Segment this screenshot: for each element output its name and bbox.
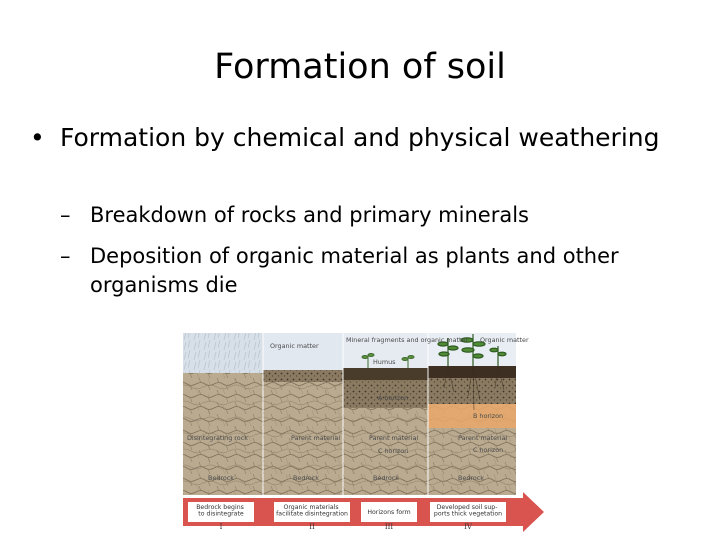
label-bedrock-3: Bedrock bbox=[373, 474, 399, 482]
stage-numeral-2: II bbox=[309, 523, 315, 531]
stage-text-2: Organic materials facilitate disintegration bbox=[276, 504, 348, 518]
slide-title: Formation of soil bbox=[214, 47, 506, 87]
label-parent-material-2: Parent material bbox=[291, 434, 341, 442]
label-organic-matter: Organic matter bbox=[270, 342, 319, 350]
soil-formation-figure bbox=[178, 330, 548, 540]
stage-numeral-4: IV bbox=[464, 523, 472, 531]
label-bedrock-2: Bedrock bbox=[293, 474, 319, 482]
label-parent-material-4: Parent material bbox=[458, 434, 508, 442]
bullet-text: Formation by chemical and physical weathering bbox=[60, 123, 660, 152]
bullet-marker: • bbox=[30, 123, 45, 152]
label-disintegrating-rock: Disintegrating rock bbox=[187, 434, 248, 442]
subbullet-text: Deposition of organic material as plants and other organisms die bbox=[90, 244, 619, 297]
subbullet-marker: – bbox=[60, 203, 71, 227]
subbullet-text: Breakdown of rocks and primary minerals bbox=[90, 203, 529, 227]
label-b-horizon: B horizon bbox=[473, 412, 504, 420]
label-bedrock-1: Bedrock bbox=[208, 474, 234, 482]
stage-numeral-1: I bbox=[219, 523, 223, 531]
bullet-item bbox=[30, 120, 680, 156]
label-c-horizon-4: C horizon bbox=[473, 446, 504, 454]
label-humus: Humus bbox=[373, 358, 396, 366]
label-mineral-fragments: Mineral fragments and organic matter bbox=[346, 336, 469, 344]
subbullet-item bbox=[60, 201, 700, 230]
label-bedrock-4: Bedrock bbox=[458, 474, 484, 482]
subbullet-item bbox=[60, 242, 700, 300]
stage-text-1: Bedrock begins to disintegrate bbox=[196, 504, 244, 518]
label-organic-matter-right: Organic matter bbox=[480, 336, 529, 344]
stage-numeral-3: III bbox=[384, 523, 394, 531]
subbullet-marker: – bbox=[60, 244, 71, 268]
label-c-horizon-3: C horizon bbox=[378, 447, 409, 455]
label-parent-material-3: Parent material bbox=[369, 434, 419, 442]
stage-text-4: Developed soil sup- ports thick vegetation bbox=[433, 504, 503, 518]
label-a-horizon: A horizon bbox=[378, 394, 409, 402]
stage-text-3: Horizons form bbox=[367, 509, 411, 516]
